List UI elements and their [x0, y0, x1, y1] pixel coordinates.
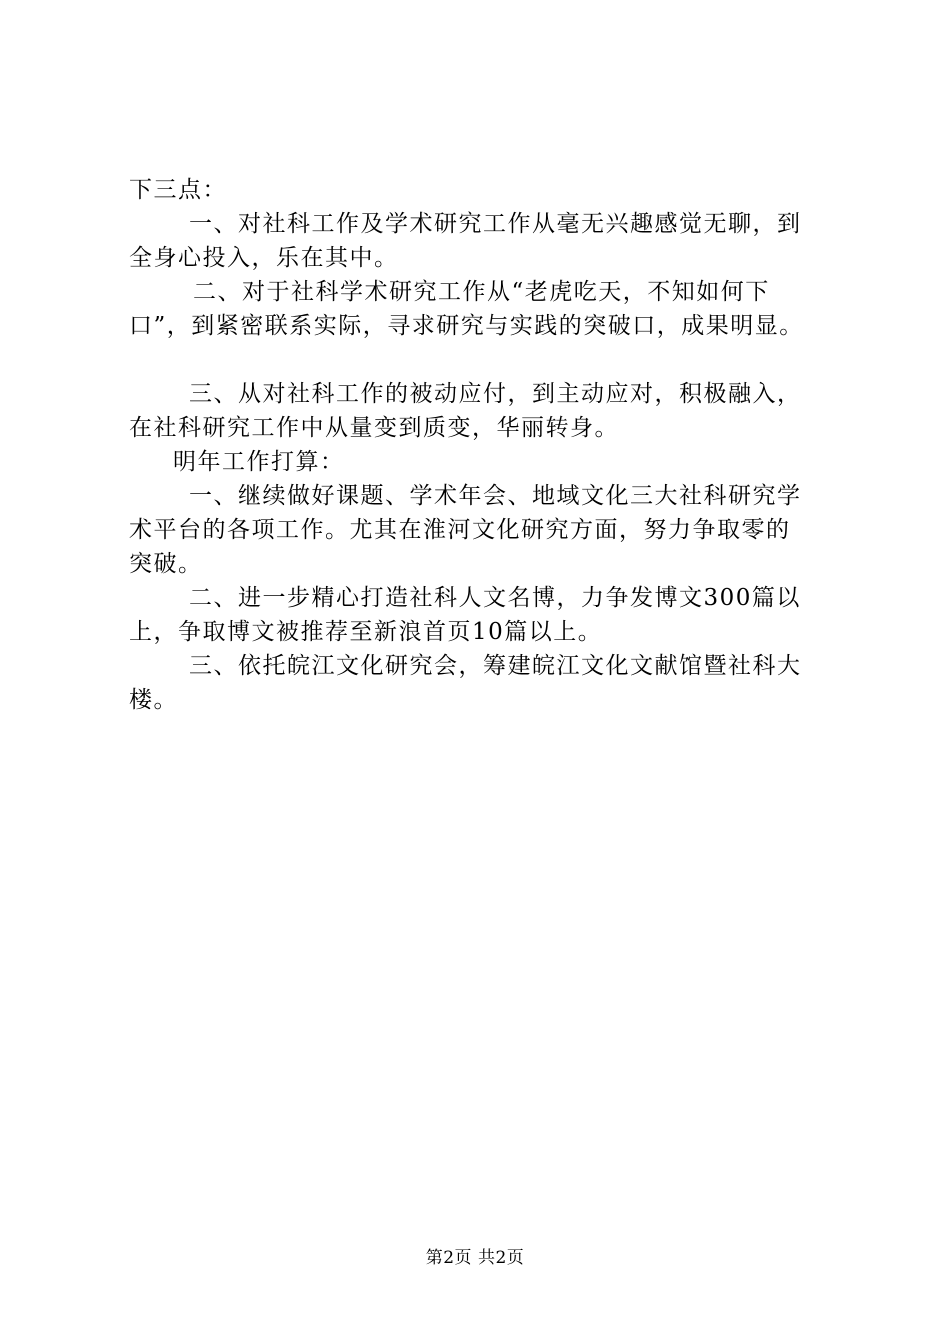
paragraph-line: 三、从对社科工作的被动应付，到主动应对，积极融入，: [189, 381, 802, 407]
page-number-footer: 第2页 共2页: [425, 1248, 525, 1268]
paragraph-spacer: [129, 343, 841, 377]
paragraph-line: 二、进一步精心打造社科人文名博，力争发博文300篇以: [189, 585, 801, 611]
paragraph-line: 下三点：: [129, 177, 227, 203]
paragraph-line: 一、继续做好课题、学术年会、地域文化三大社科研究学: [189, 483, 802, 509]
document-body: [129, 173, 841, 717]
paragraph-line: 术平台的各项工作。尤其在淮河文化研究方面，努力争取零的: [129, 517, 791, 543]
paragraph-line: 突破。: [129, 551, 203, 577]
paragraph-line: 二、对于社科学术研究工作从“老虎吃天，不知如何下: [193, 279, 770, 305]
paragraph-line: 上，争取博文被推荐至新浪首页10篇以上。: [129, 619, 603, 645]
paragraph-line: 全身心投入，乐在其中。: [129, 245, 399, 271]
paragraph-line: 三、依托皖江文化研究会，筹建皖江文化文献馆暨社科大: [189, 653, 802, 679]
section-heading: 明年工作打算：: [173, 449, 345, 475]
paragraph-line: 一、对社科工作及学术研究工作从毫无兴趣感觉无聊，到: [189, 211, 802, 237]
paragraph-line: 楼。: [129, 687, 178, 713]
paragraph-line: 口”，到紧密联系实际，寻求研究与实践的突破口，成果明显。: [129, 313, 804, 339]
paragraph-line: 在社科研究工作中从量变到质变，华丽转身。: [129, 415, 619, 441]
